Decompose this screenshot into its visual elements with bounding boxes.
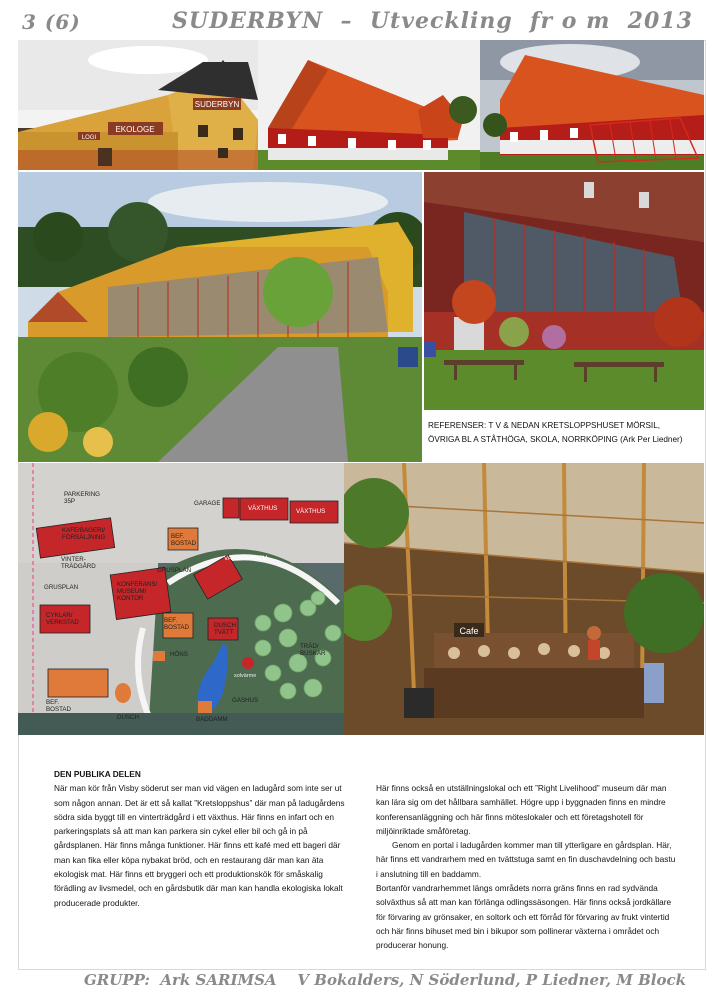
map-label-trad-buskar: TRÄD/ BUSKAR	[300, 643, 326, 657]
sign-logi: LOGI	[81, 135, 97, 141]
map-label-gashus: GASHUS	[232, 697, 259, 704]
references-line-2: ÖVRIGA BL A STÅTHÖGA, SKOLA, NORRKÖPING (Ark Per Liedner)	[428, 435, 683, 444]
map-label-konferens: KONFERANS/ MUSEUM/ KONTOR	[117, 581, 158, 602]
footer-credits: GRUPP: Ark SARIMSA V Bokalders, N Söderlund, P Liedner, M Block	[84, 971, 686, 989]
map-label-bef-bostad-3: BEF. BOSTAD	[46, 699, 71, 713]
map-label-cyklar: CYKLAR/ VERKSTAD	[46, 612, 79, 626]
sign-cafe: Cafe	[459, 626, 479, 636]
map-label-grusplan-2: GRUSPLAN	[157, 567, 192, 574]
paragraph-right-3: Bortanför vandrarhemmet längs områdets norra gräns finns en rad sydvända solväxthus så att man kan förlänga odlingssäsongen. Här finns också jordkällare för förvaring av grönsaker, en soltork och ett förråd för förvaring av frukt vintertid och här finns bihuset med bin i bikupor som pollinerar växterna i området och producerar honung.	[376, 883, 672, 951]
paragraph-right-1: Här finns också en utställningslokal och ett ”Right Livelihood” museum där man kan lära sig om det hållbara samhället. Högre upp i byggnaden finns en mindre konferensanläggning och här finns möteslokaler och ett företagshotell för miljöinriktade småföretag.	[376, 783, 667, 836]
map-label-baddamm: BADDAMM	[196, 716, 228, 723]
map-label-kafe: KAFE/BAGERI/ FÖRSÄLJNING	[62, 527, 106, 541]
references-line-1: REFERENSER: T V & NEDAN KRETSLOPPSHUSET MÖRSIL,	[428, 421, 661, 430]
map-label-vandrarhem: VANDRARHEM	[224, 555, 268, 562]
rendering-yellow-barn	[18, 40, 258, 170]
photo-red-greenhouse	[424, 172, 704, 410]
site-plan-map	[18, 463, 344, 735]
rendering-red-barn-side	[258, 40, 480, 170]
section-heading: DEN PUBLIKA DELEN	[54, 769, 141, 779]
paragraph-right-2: Genom en portal i ladugården kommer man till ytterligare en gårdsplan. Här, här finns ett vandrarhem med en tvättstuga samt en fin duschavdelning och bastu i anslutning till en baddamm.	[376, 840, 676, 879]
paragraph-left-1: När man kör från Visby söderut ser man vid vägen en ladugård som inte ser ut som någon annan. Det är ett så kallat ”Kretsloppshus” där man på ladugårdens södra sida byggt till en vinterträdgård i ett växthus. Här finns en infart och en parkeringsplats så att man kan parkera sin cykel eller bil och gå in på gårdsplanen. Här finns många funktioner. Här finns ett kafé med ett bageri där man kan fika eller köpa nybakat bröd, och en restaurang där man kan äta ekologisk mat. Här finns ett bryggeri och ett produktionskök för småskalig förädling av livsmedel, och en gårdsbutik där man kan handla ekologiska lokalt producerade produkter.	[54, 783, 345, 908]
map-label-hons: HÖNS	[170, 651, 188, 658]
map-label-parkering: PARKERING 35P	[64, 491, 100, 505]
page-title: SUDERBYN – Utveckling fr o m 2013	[172, 8, 693, 34]
references-caption	[428, 419, 702, 447]
rendering-red-barn-greenhouse	[480, 40, 704, 170]
map-label-vinter: VINTER- TRÄDGÅRD	[61, 556, 96, 570]
map-label-garage: GARAGE	[194, 500, 221, 507]
map-label-grusplan-1: GRUSPLAN	[44, 584, 79, 591]
map-label-dusch-tvatt: DUSCH TVÄTT	[214, 622, 237, 636]
map-label-vaxthus-1: VÄXTHUS	[248, 505, 278, 512]
map-label-dusch: DUSCH	[117, 714, 140, 721]
map-label-solvarme: solvärme	[234, 673, 257, 679]
text-column-left	[54, 767, 350, 910]
map-label-bef-bostad-1: BEF. BOSTAD	[171, 533, 196, 547]
map-label-bef-bostad-2: BEF. BOSTAD	[164, 617, 189, 631]
sign-ekologe: EKOLOGE	[115, 125, 155, 134]
text-column-right	[376, 781, 676, 953]
page-number: 3 (6)	[22, 10, 81, 34]
map-label-vaxthus-2: VÄXTHUS	[296, 508, 326, 515]
photo-cafe-interior	[344, 463, 704, 735]
sign-suderbyn: SUDERBYN	[194, 100, 240, 109]
photo-kretsloppshuset	[18, 172, 422, 462]
